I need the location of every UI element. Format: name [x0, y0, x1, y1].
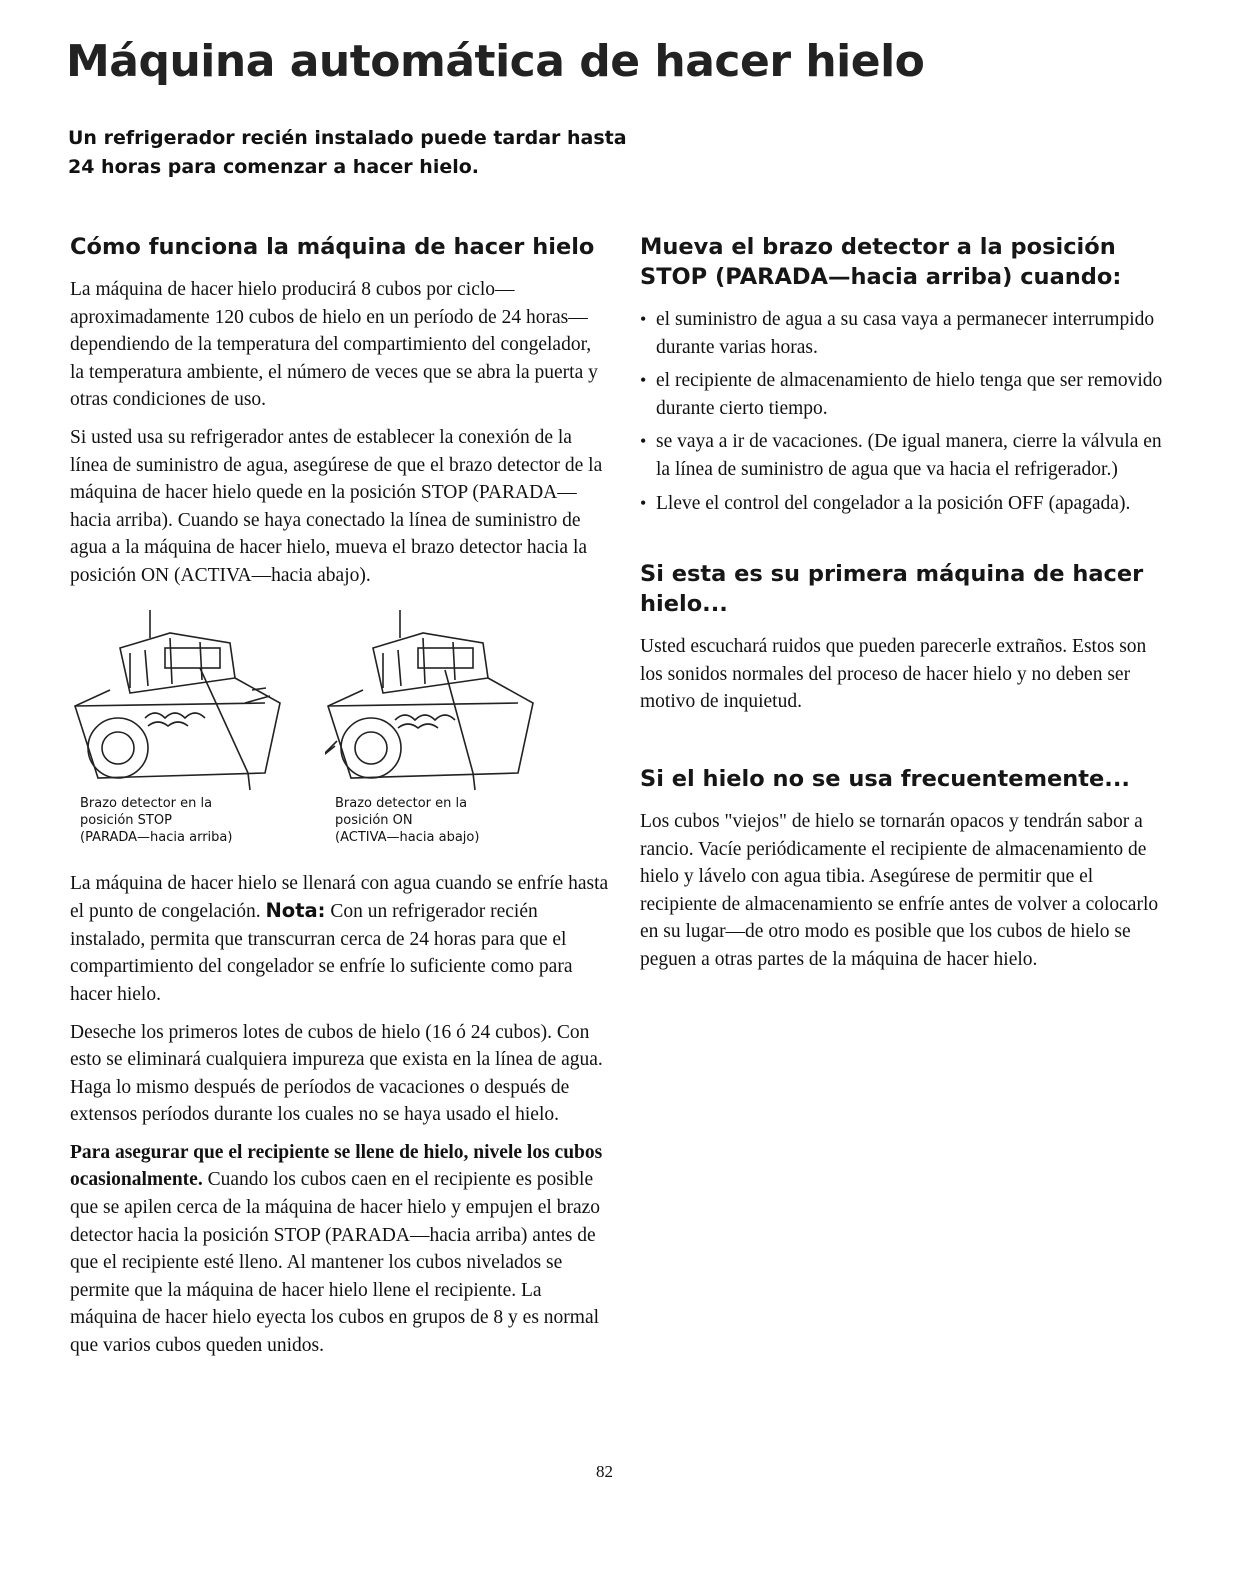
paragraph-connection: Si usted usa su refrigerador antes de establecer la conexión de la línea de suministro de agua, asegúrese de que el brazo detector de la máquina de hacer hielo quede en la posición STOP (PARADA—hacia arriba). Cuando se haya conectado la línea de suministro de agua a la máquina de hacer hielo, mueva el brazo detector hacia la posición ON (ACTIVA—hacia abajo). [70, 426, 603, 586]
figure-on [325, 608, 575, 846]
figure-stop [70, 608, 320, 846]
caption-stop: Brazo detector en la posición STOP (PARADA—hacia arriba) [80, 795, 233, 845]
list-item: • se vaya a ir de vacaciones. (De igual manera, cierre la válvula en la línea de suministro de agua que va hacia el refrigerador.) [640, 428, 1168, 483]
paragraph-freezing [70, 870, 610, 1009]
icemaker-on-illustration [325, 608, 575, 793]
paragraph-noises: Usted escuchará ruidos que pueden parecerle extraños. Estos son los sonidos normales del proceso de hacer hielo y no deben ser motivo de inquietud. [640, 636, 1147, 713]
intro-text: Un refrigerador recién instalado puede tardar hasta 24 horas para comenzar a hacer hielo. [68, 127, 627, 178]
conditions-list [640, 306, 1168, 517]
list-item: • el recipiente de almacenamiento de hielo tenga que ser removido durante cierto tiempo. [640, 367, 1168, 422]
caption-on: Brazo detector en la posición ON (ACTIVA—hacia abajo) [335, 795, 480, 845]
right-column [640, 232, 1168, 984]
level-cubes-lead: Para asegurar que el recipiente se llene de hielo, nivele los cubos ocasionalmente. [70, 1141, 603, 1191]
note-label: Nota: [265, 899, 326, 923]
paragraph-level-cubes [70, 1139, 610, 1360]
infrequent-use-heading: Si el hielo no se usa frecuentemente... [640, 765, 1130, 792]
paragraph-discard: Deseche los primeros lotes de cubos de hielo (16 ó 24 cubos). Con esto se eliminará cualquiera impureza que exista en la línea de agua. Haga lo mismo después de períodos de vacaciones o después de extensos períodos durante los cuales no se haya usado el hielo. [70, 1021, 603, 1126]
paragraph-old-cubes: Los cubos "viejos" de hielo se tornarán opacos y tendrán sabor a rancio. Vacíe periódicamente el recipiente de almacenamiento de hielo y lávelo con agua tibia. Asegúrese de permitir que el recipiente de almacenamiento se enfríe antes de volver a colocarlo en su lugar—de otro modo es posible que los cubos de hielo se peguen a otras partes de la máquina de hacer hielo. [640, 810, 1159, 970]
sensor-arm-figure [70, 608, 610, 862]
note-text: Con un refrigerador recién instalado, permita que transcurran cerca de 24 horas para que el compartimiento del congelador se enfríe lo suficiente como para hacer hielo. [70, 901, 573, 1005]
paragraph-production: La máquina de hacer hielo producirá 8 cubos por ciclo—aproximadamente 120 cubos de hielo en un período de 24 horas—dependiendo de la temperatura del compartimiento del congelador, la temperatura ambiente, el número de veces que se abra la puerta y otras condiciones de uso. [70, 279, 598, 411]
icemaker-stop-illustration [70, 608, 320, 793]
list-item: • el suministro de agua a su casa vaya a permanecer interrumpido durante varias horas. [640, 306, 1168, 361]
list-item: • Lleve el control del congelador a la posición OFF (apagada). [640, 490, 1168, 518]
freezing-text: La máquina de hacer hielo se llenará con agua cuando se enfríe hasta el punto de congelación. [70, 872, 609, 923]
level-cubes-text: Cuando los cubos caen en el recipiente es posible que se apilen cerca de la máquina de hacer hielo y empujen el brazo detector hacia la posición STOP (PARADA—hacia arriba) antes de que el recipiente esté lleno. Al mantener los cubos nivelados se permite que la máquina de hacer hielo llene el recipiente. La máquina de hacer hielo eyecta los cubos en grupos de 8 y es normal que varios cubos queden unidos. [70, 1169, 601, 1357]
move-arm-heading: Mueva el brazo detector a la posición STOP (PARADA—hacia arriba) cuando: [640, 234, 1122, 290]
first-icemaker-heading: Si esta es su primera máquina de hacer hielo... [640, 561, 1144, 618]
left-column [70, 232, 610, 1370]
page-number: 82 [596, 1462, 613, 1481]
how-it-works-heading: Cómo funciona la máquina de hacer hielo [70, 234, 595, 260]
page-title: Máquina automática de hacer hielo [66, 36, 925, 87]
